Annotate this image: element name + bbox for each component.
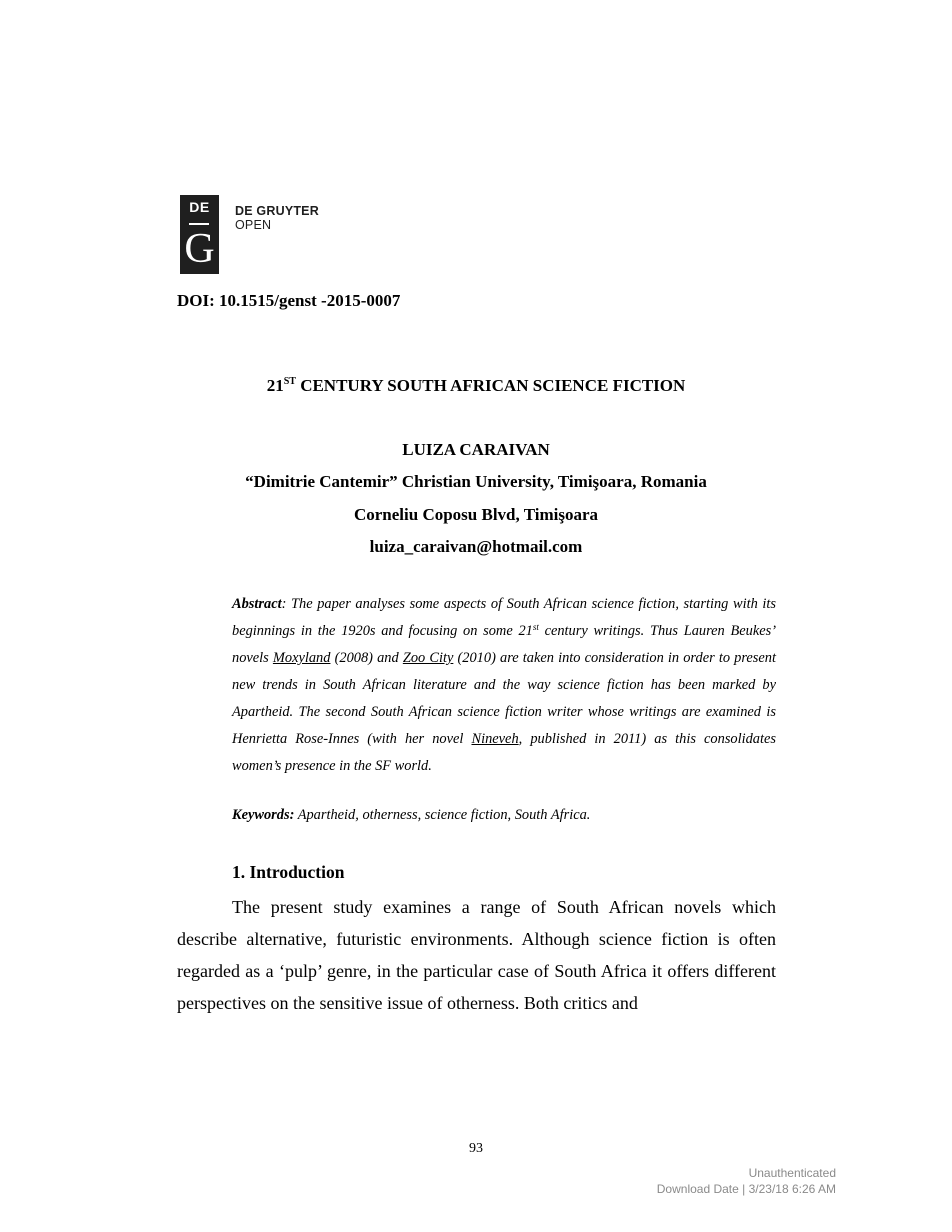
abstract-text-4: (2010) are taken into consideration in order to present new trends in South African literature and the way science fiction has been marked by Apartheid. The second South African science fiction writer whose writings are examined is Henrietta Rose-Innes (with her novel (232, 650, 776, 747)
author-name: LUIZA CARAIVAN (402, 440, 550, 459)
author-address: Corneliu Coposu Blvd, Timişoara (353, 505, 599, 524)
title-number: 21 (266, 376, 284, 395)
page-number: 93 (469, 1141, 483, 1156)
logo-de-text: DE (189, 199, 210, 215)
doi: DOI: 10.1515/genst -2015-0007 (177, 291, 401, 310)
abstract-label: Abstract (232, 596, 282, 612)
work-title-zoo-city: Zoo City (402, 650, 454, 666)
title-superscript: ST (283, 376, 296, 387)
publisher-name: DE GRUYTER (235, 204, 319, 218)
paper-title (0, 376, 952, 396)
work-title-moxyland: Moxyland (272, 650, 331, 666)
watermark-status: Unauthenticated (748, 1166, 836, 1180)
author-email: luiza_caraivan@hotmail.com (369, 537, 583, 556)
work-title-nineveh: Nineveh (471, 731, 519, 747)
abstract-text-1: : The paper analyses some aspects of South African science fiction, starting with its beginnings in the 1920s and focusing on some 21 (232, 596, 776, 639)
body-paragraph: The present study examines a range of South African novels which describe alternative, futuristic environments. Although science fiction is often regarded as a ‘pulp’ genre, in the particular case of South Africa it offers different perspectives on the sensitive issue of otherness. Both critics and (177, 897, 776, 1013)
logo-divider (189, 223, 209, 225)
publisher-sub: OPEN (235, 218, 272, 232)
abstract-text-5: , published in 2011) as this consolidates women’s presence in the SF world. (232, 731, 776, 774)
keywords (232, 807, 590, 824)
abstract (232, 591, 776, 780)
author-affiliation: “Dimitrie Cantemir” Christian University, Timişoara, Romania (245, 472, 707, 491)
logo-g-letter: G (184, 226, 215, 272)
abstract-sup: st (532, 622, 539, 632)
abstract-text-2: century writings. Thus Lauren Beukes’ novels (232, 623, 776, 666)
abstract-text-3: (2008) and (330, 650, 403, 666)
watermark-download-date: Download Date | 3/23/18 6:26 AM (656, 1182, 836, 1196)
title-rest: CENTURY SOUTH AFRICAN SCIENCE FICTION (295, 376, 686, 395)
keywords-label: Keywords: (232, 807, 295, 823)
keywords-text: Apartheid, otherness, science fiction, South Africa. (294, 807, 591, 823)
section-heading: 1. Introduction (232, 862, 345, 882)
